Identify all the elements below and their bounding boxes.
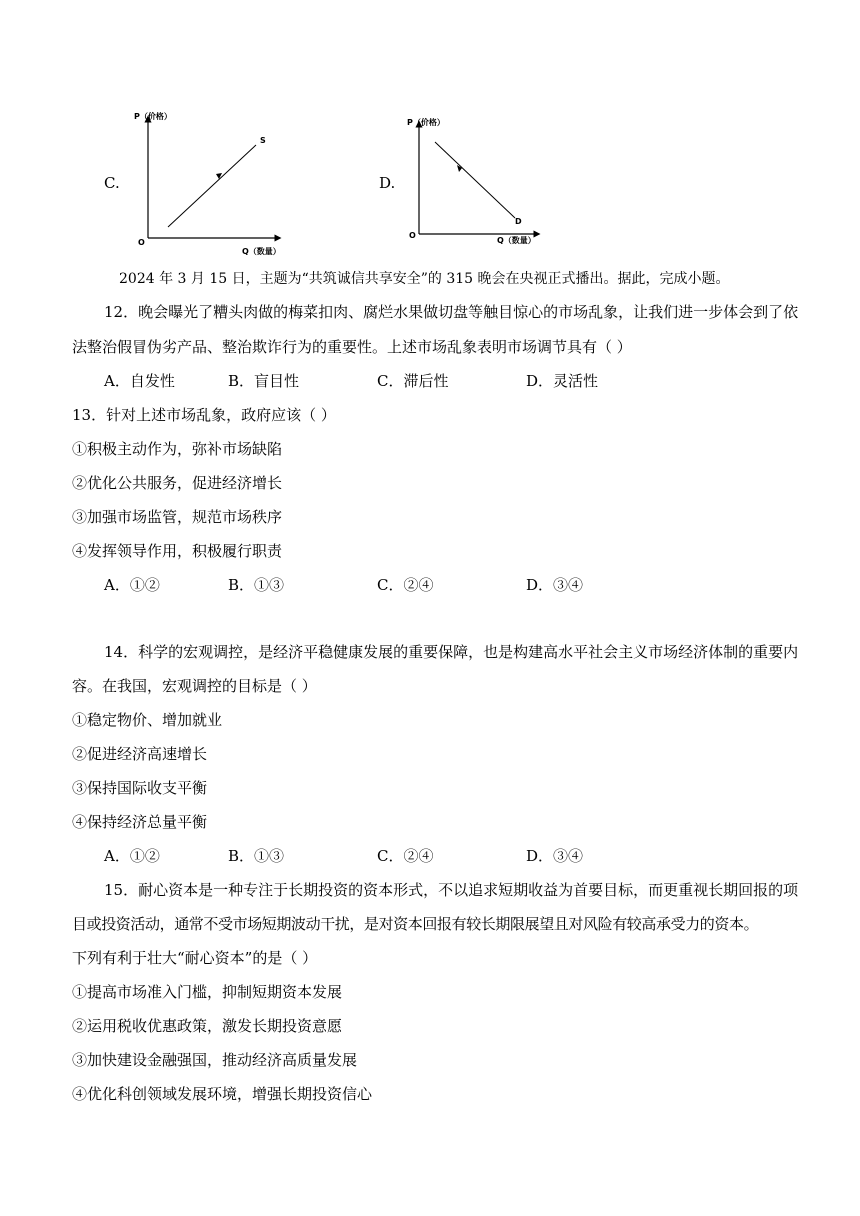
- q12-stem-line2: 法整治假冒伪劣产品、整治欺诈行为的重要性。上述市场乱象表明市场调节具有（ ）: [72, 338, 632, 356]
- q13-option-c: C．②④: [377, 576, 434, 594]
- q15-item-2: ②运用税收优惠政策，激发长期投资意愿: [72, 1017, 343, 1035]
- x-axis-label: Q（数量）: [242, 247, 281, 256]
- demand-line: [435, 142, 515, 218]
- option-c-label: C.: [104, 174, 120, 192]
- q15-item-4: ④优化科创领域发展环境，增强长期投资信心: [72, 1085, 373, 1103]
- origin-label: O: [138, 238, 145, 247]
- q13-option-d: D．③④: [526, 576, 584, 594]
- q12-option-a: A．自发性: [104, 372, 175, 390]
- x-axis-label: Q（数量）: [497, 236, 536, 245]
- curve-label: S: [260, 136, 266, 145]
- q13-item-2: ②优化公共服务，促进经济增长: [72, 474, 283, 492]
- q12-stem-line1: 12．晚会曝光了糟头肉做的梅菜扣肉、腐烂水果做切盘等触目惊心的市场乱象，让我们进一步体会到了依: [104, 303, 799, 321]
- demand-curve-graph: [405, 112, 555, 252]
- q12-option-c: C．滞后性: [377, 372, 449, 390]
- q14-item-1: ①稳定物价、增加就业: [72, 711, 223, 729]
- q14-item-2: ②促进经济高速增长: [72, 745, 208, 763]
- q14-item-3: ③保持国际收支平衡: [72, 779, 208, 797]
- supply-line: [168, 145, 256, 227]
- q15-stem-line2: 目或投资活动，通常不受市场短期波动干扰，是对资本回报有较长期限展望且对风险有较高承受力的资本。: [72, 915, 759, 933]
- q15-stem-line1: 15．耐心资本是一种专注于长期投资的资本形式，不以追求短期收益为首要目标，而更重视长期回报的项: [104, 881, 799, 899]
- q13-item-1: ①积极主动作为，弥补市场缺陷: [72, 440, 283, 458]
- q14-option-a: A．①②: [104, 847, 160, 865]
- q14-option-d: D．③④: [526, 847, 584, 865]
- q14-option-c: C．②④: [377, 847, 434, 865]
- y-axis-label: P（价格）: [134, 112, 172, 121]
- direction-arrow: [457, 165, 462, 172]
- q12-option-d: D．灵活性: [526, 372, 599, 390]
- y-axis-label: P（价格）: [407, 118, 445, 127]
- q13-item-3: ③加强市场监管，规范市场秩序: [72, 508, 283, 526]
- q15-stem-line3: 下列有利于壮大“耐心资本”的是（ ）: [72, 949, 318, 967]
- q13-item-4: ④发挥领导作用，积极履行职责: [72, 542, 283, 560]
- q15-item-1: ①提高市场准入门槛，抑制短期资本发展: [72, 983, 343, 1001]
- option-d-label: D.: [379, 174, 396, 192]
- q14-stem-line2: 容。在我国，宏观调控的目标是（ ）: [72, 677, 317, 695]
- curve-label: D: [515, 217, 522, 226]
- q13-stem: 13．针对上述市场乱象，政府应该（ ）: [72, 406, 336, 424]
- q15-item-3: ③加快建设金融强国，推动经济高质量发展: [72, 1051, 358, 1069]
- q13-option-a: A．①②: [104, 576, 160, 594]
- intro-text: 2024 年 3 月 15 日，主题为“共筑诚信共享安全”的 315 晚会在央视正式播出。据此，完成小题。: [119, 271, 730, 287]
- supply-curve-graph: [130, 105, 300, 260]
- q12-option-b: B．盲目性: [228, 372, 300, 390]
- origin-label: O: [409, 231, 416, 240]
- q14-stem-line1: 14．科学的宏观调控，是经济平稳健康发展的重要保障，也是构建高水平社会主义市场经济体制的重要内: [104, 643, 799, 661]
- q14-item-4: ④保持经济总量平衡: [72, 813, 208, 831]
- q14-option-b: B．①③: [228, 847, 285, 865]
- q13-option-b: B．①③: [228, 576, 285, 594]
